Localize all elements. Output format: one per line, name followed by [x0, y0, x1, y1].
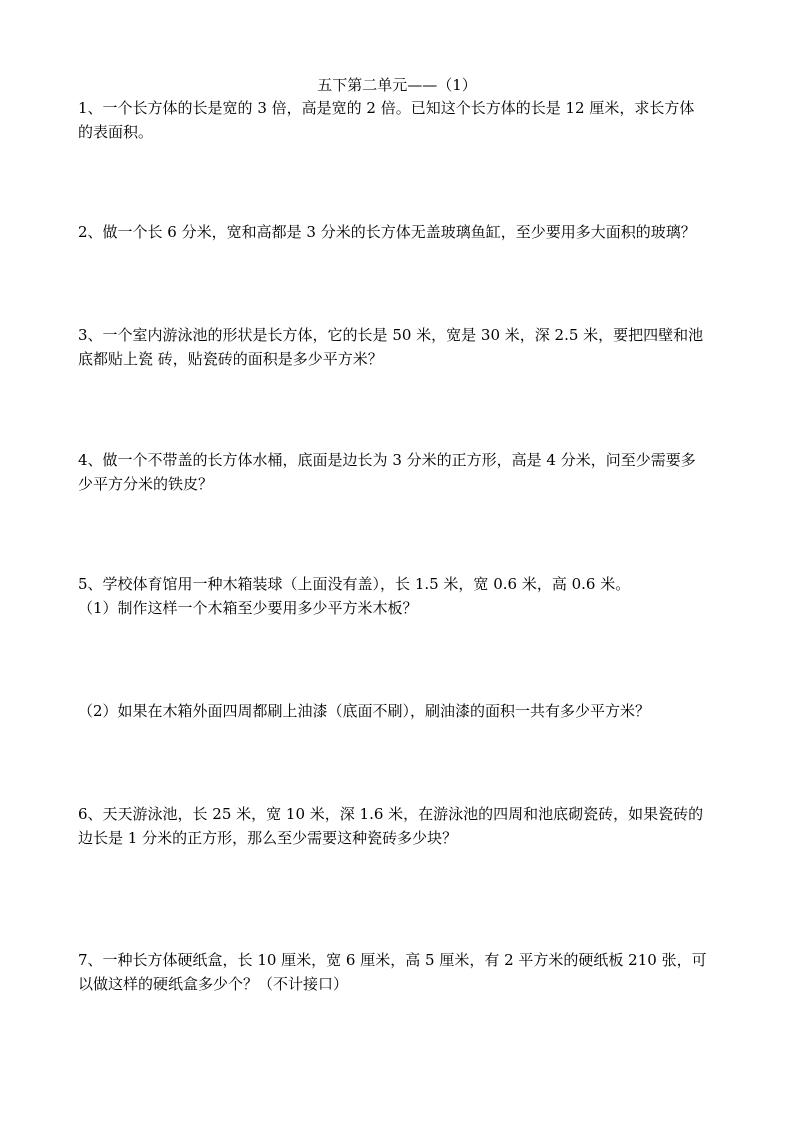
- question-1-line-1: 1、一个长方体的长是宽的 3 倍，高是宽的 2 倍。已知这个长方体的长是 12 厘米，求长方体: [78, 99, 695, 117]
- question-6-line-2: 边长是 1 分米的正方形，那么至少需要这种瓷砖多少块？: [78, 829, 458, 847]
- question-6: [78, 802, 726, 850]
- question-5-part-2: [78, 699, 726, 723]
- question-1: [78, 96, 726, 144]
- question-1-line-2: 的表面积。: [78, 123, 154, 141]
- question-4-line-2: 少平方分米的铁皮？: [78, 475, 214, 493]
- question-3-line-1: 3、一个室内游泳池的形状是长方体，它的长是 50 米，宽是 30 米，深 2.5 米，要把四壁和池: [78, 326, 704, 344]
- question-7-line-2: 以做这样的硬纸盒多少个？（不计接口）: [78, 975, 349, 993]
- question-3-line-2: 底都贴上瓷 砖，贴瓷砖的面积是多少平方米？: [78, 350, 383, 368]
- question-6-line-1: 6、天天游泳池，长 25 米，宽 10 米，深 1.6 米，在游泳池的四周和池底砌瓷砖，如果瓷砖的: [78, 805, 704, 823]
- question-3: [78, 323, 726, 371]
- question-7-line-1: 7、一种长方体硬纸盒，长 10 厘米，宽 6 厘米，高 5 厘米，有 2 平方米的硬纸板 210 张，可: [78, 951, 707, 969]
- question-7: [78, 948, 726, 996]
- question-5-part-1: （1）制作这样一个木箱至少要用多少平方米木板？: [78, 599, 418, 617]
- question-5: [78, 572, 726, 620]
- question-4: [78, 448, 726, 496]
- question-5-line-1: 5、学校体育馆用一种木箱装球（上面没有盖），长 1.5 米，宽 0.6 米，高 0.6 米。: [78, 575, 631, 593]
- question-4-line-1: 4、做一个不带盖的长方体水桶，底面是边长为 3 分米的正方形，高是 4 分米，问至少需要多: [78, 451, 696, 469]
- question-2: [78, 220, 726, 244]
- question-2-line-1: 2、做一个长 6 分米，宽和高都是 3 分米的长方体无盖玻璃鱼缸，至少要用多大面积的玻璃？: [78, 223, 696, 241]
- page-title: 五下第二单元——（1）: [317, 76, 477, 94]
- question-5-part-2-line: （2）如果在木箱外面四周都刷上油漆（底面不刷），刷油漆的面积一共有多少平方米？: [78, 702, 651, 720]
